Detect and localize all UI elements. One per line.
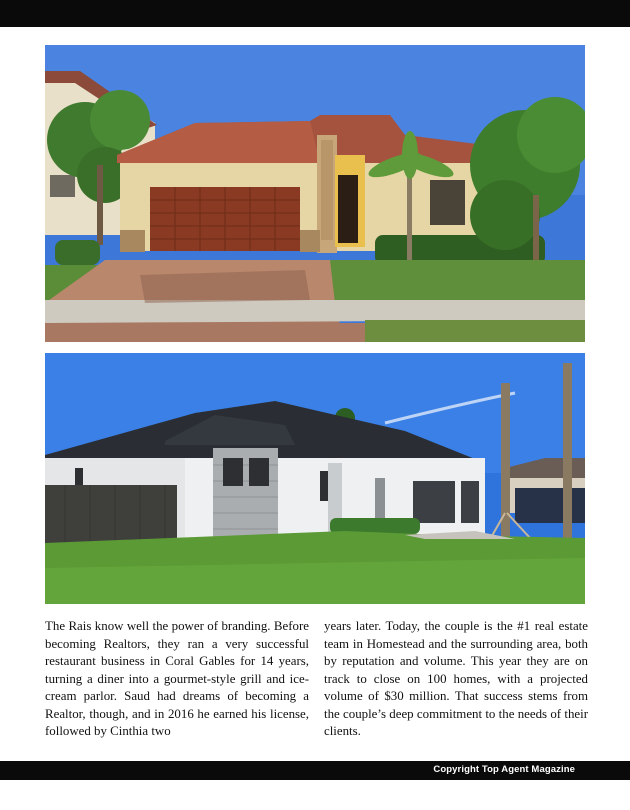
article-column-2: years later. Today, the couple is the #1 real estate team in Homestead and the surrounding area, both by reputation and volume. This year they are on track to close on 100 homes, with a projected volume of $30 million. That success stems from the couple’s deep commitment to the needs of their clients. xyxy=(324,619,588,738)
article-column-1: The Rais know well the power of branding. Before becoming Realtors, they ran a very successful restaurant business in Coral Gables for 14 years, turning a diner into a gourmet-style grill and ice-cream parlor. Saud had dreams of becoming a Realtor, though, and in 2016 he earned his license, followed by Cinthia two xyxy=(45,619,309,738)
copyright-text: Copyright Top Agent Magazine xyxy=(433,764,575,775)
footer-bar xyxy=(0,761,630,780)
house-photo-modern xyxy=(45,353,585,604)
house-photo-tile-roof xyxy=(45,45,585,342)
top-bar xyxy=(0,0,630,27)
